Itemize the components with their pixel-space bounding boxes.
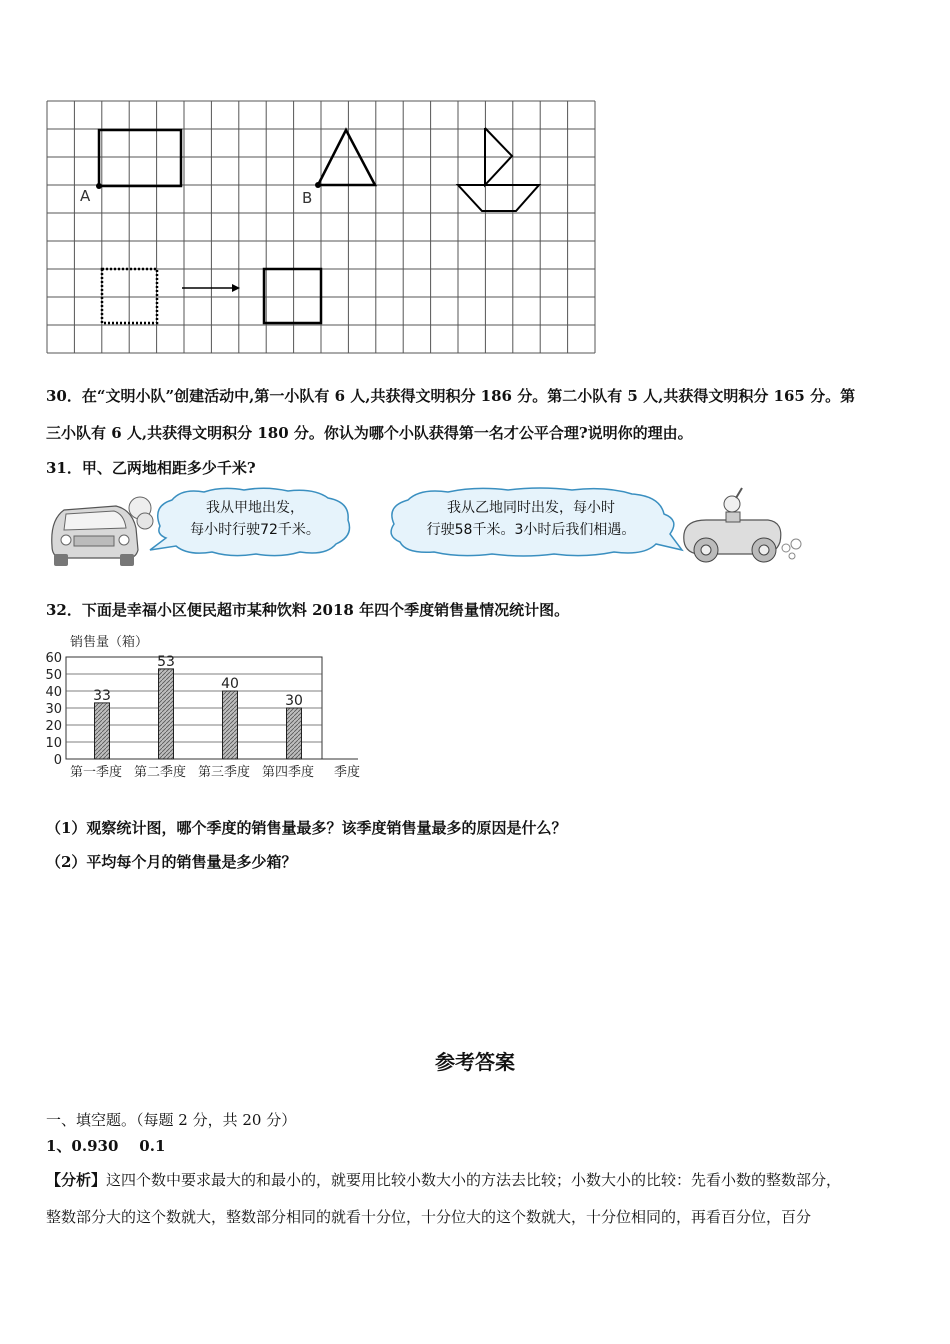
chart-bar <box>287 708 302 759</box>
question-32: 32．下面是幸福小区便民超市某种饮料 2018 年四个季度销售量情况统计图。 <box>46 601 570 619</box>
boat-shape <box>458 128 539 211</box>
chart-data-label: 30 <box>285 693 303 709</box>
answer-item-1: 1、0.930 0.1 <box>46 1137 166 1155</box>
grid-figure <box>46 100 598 354</box>
chart-ytick-label: 60 <box>45 651 62 666</box>
analysis-line2: 整数部分大的这个数就大，整数部分相同的就看十分位，十分位大的这个数就大，十分位相同的，再看百分位，百分 <box>46 1208 812 1226</box>
chart-bar <box>159 669 174 759</box>
answers-title: 参考答案 <box>435 1050 515 1074</box>
chart-ytick-label: 40 <box>45 685 62 700</box>
question-32-sub2: （2）平均每个月的销售量是多少箱？ <box>46 853 297 871</box>
chart-xlabel: 季度 <box>334 765 361 780</box>
analysis-tag: 【分析】 <box>46 1171 107 1189</box>
answers-section-heading: 一、填空题。（每题 2 分，共 20 分） <box>46 1111 297 1129</box>
chart-category-label: 第二季度 <box>133 765 187 780</box>
bubble-right-line2: 行驶58千米。3小时后我们相遇。 <box>426 522 636 538</box>
analysis-text-1: 这四个数中要求最大的和最小的，就要用比较小数大小的方法去比较；小数大小的比较：先看小数的整数部分， <box>106 1171 842 1189</box>
chart-ytick-label: 30 <box>45 702 62 717</box>
bubble-left-line2: 每小时行驶72千米。 <box>190 522 320 538</box>
chart-ytick-label: 0 <box>53 753 62 768</box>
car-right-illustration <box>676 486 806 570</box>
bubble-right-line1: 我从乙地同时出发，每小时 <box>447 500 615 516</box>
chart-ylabel: 销售量（箱） <box>70 635 149 650</box>
label-b: B <box>302 189 313 207</box>
chart-ytick-label: 50 <box>45 668 62 683</box>
rectangle-shape <box>99 130 181 186</box>
point-a <box>96 183 102 189</box>
chart-bar <box>95 703 110 759</box>
point-b <box>315 182 321 188</box>
chart-bar <box>223 691 238 759</box>
chart-category-label: 第四季度 <box>261 765 315 780</box>
bar-chart <box>42 628 382 784</box>
question-30-line1: 30．在“文明小队”创建活动中,第一小队有 6 人,共获得文明积分 186 分。第二小队有 5 人,共获得文明积分 165 分。第 <box>46 387 856 405</box>
chart-data-label: 40 <box>221 676 239 692</box>
chart-ytick-label: 10 <box>45 736 62 751</box>
question-30-line2: 三小队有 6 人,共获得文明积分 180 分。你认为哪个小队获得第一名才公平合理?说明你的理由。 <box>46 424 693 442</box>
car-left-illustration <box>44 488 164 570</box>
chart-data-label: 33 <box>93 687 111 704</box>
solid-square <box>264 269 321 323</box>
chart-category-label: 第一季度 <box>69 765 123 780</box>
analysis-line1 <box>46 1170 841 1190</box>
label-a: A <box>80 187 91 205</box>
chart-category-label: 第三季度 <box>197 765 251 780</box>
question-31: 31．甲、乙两地相距多少千米? <box>46 459 256 477</box>
bubble-left-line1: 我从甲地出发， <box>206 500 304 516</box>
chart-data-label: 53 <box>157 653 175 670</box>
question-32-sub1: （1）观察统计图，哪个季度的销售量最多？该季度销售量最多的原因是什么？ <box>46 819 567 837</box>
chart-ytick-label: 20 <box>45 719 62 734</box>
